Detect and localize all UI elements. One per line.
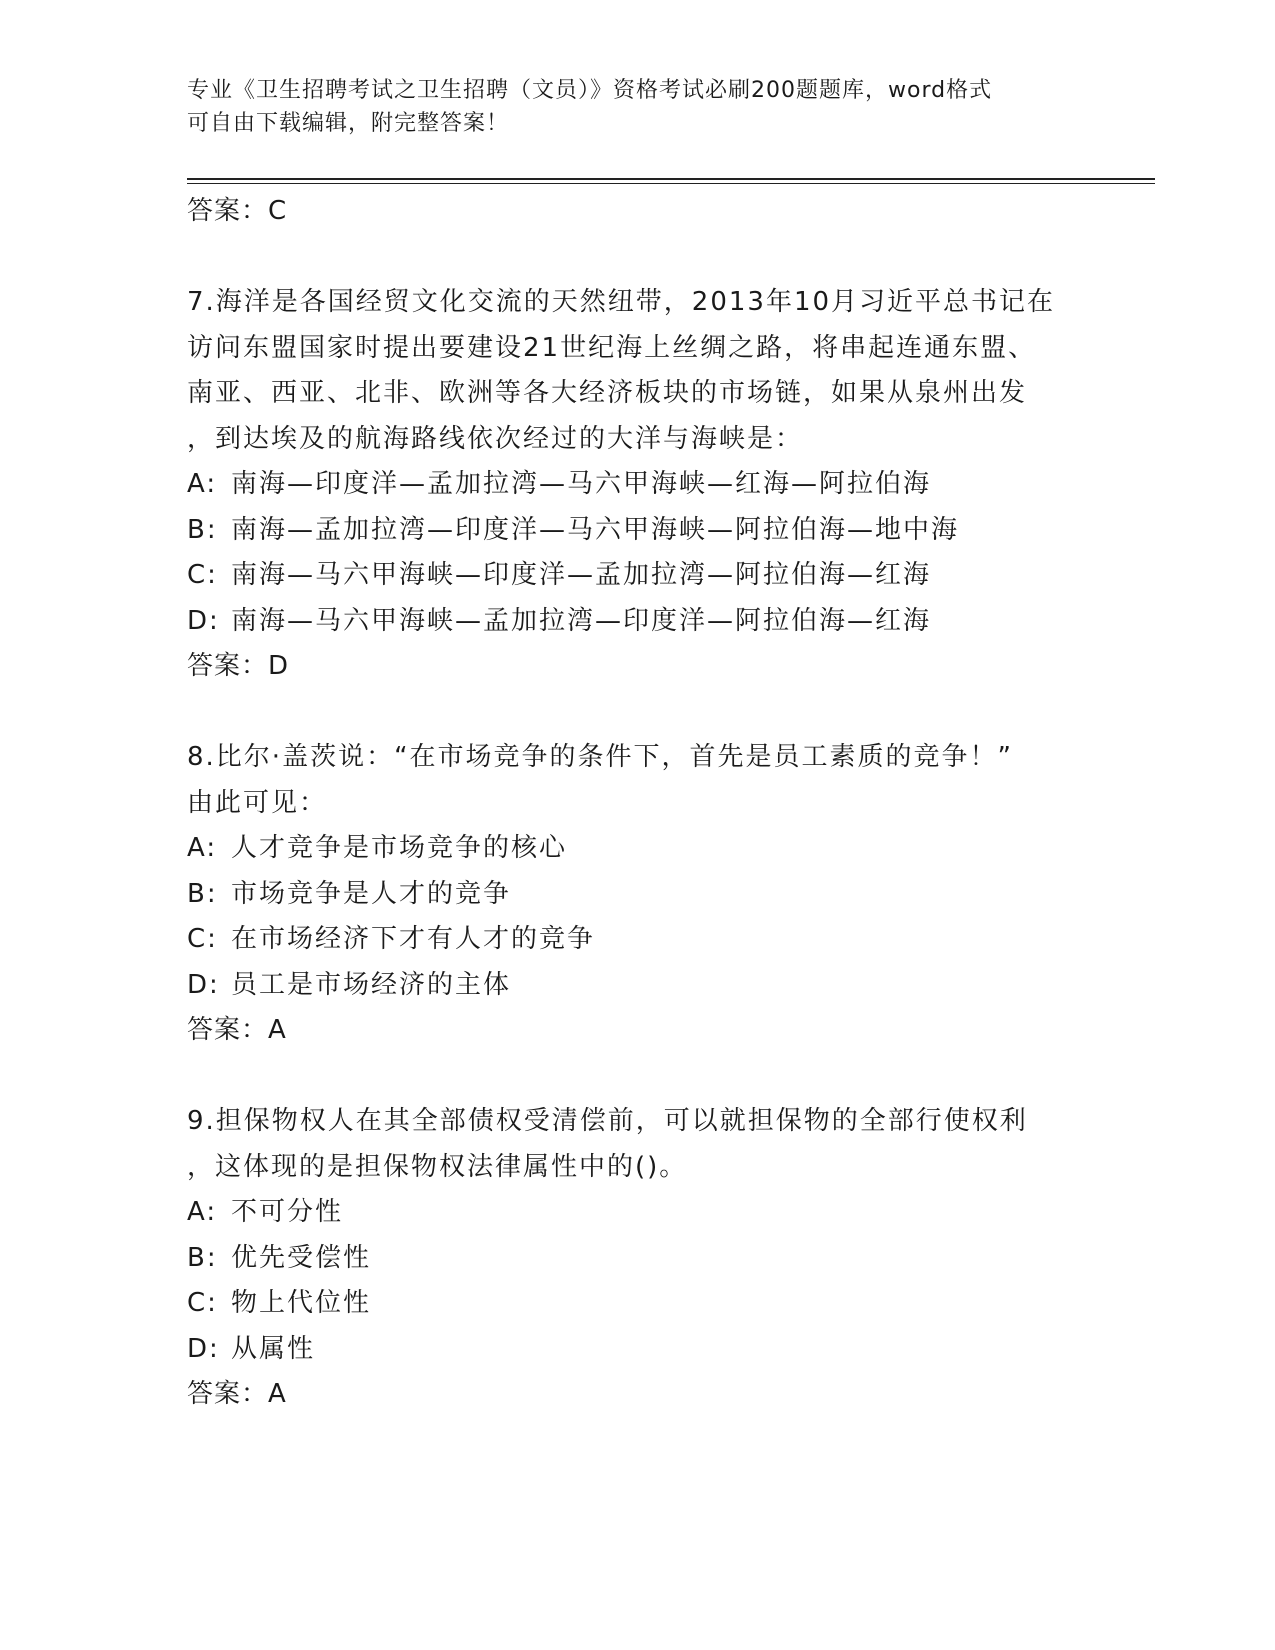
option-text: 南海—孟加拉湾—印度洋—马六甲海峡—阿拉伯海—地中海 (231, 514, 960, 545)
question-answer: 答案：A (187, 1379, 287, 1409)
option-text: 优先受偿性 (231, 1242, 372, 1273)
question-stem-line: 由此可见： (187, 787, 328, 818)
option-key: C: (187, 560, 218, 590)
question-stem-line: 7.海洋是各国经贸文化交流的天然纽带，2013年10月习近平总书记在 (187, 287, 1056, 317)
question-answer: 答案：D (187, 651, 290, 681)
option-b (187, 1236, 1107, 1282)
option-key: B: (187, 878, 218, 909)
header-divider-thin (187, 183, 1155, 184)
previous-answer: 答案：C (187, 196, 288, 226)
question-7 (187, 280, 1107, 690)
question-8 (187, 735, 1107, 1054)
option-b (187, 508, 1107, 554)
question-stem-line: 访问东盟国家时提出要建设21世纪海上丝绸之路，将串起连通东盟、 (187, 332, 1037, 363)
question-9 (187, 1099, 1107, 1418)
option-text: 南海—马六甲海峡—印度洋—孟加拉湾—阿拉伯海—红海 (231, 560, 932, 590)
option-a (187, 462, 1107, 508)
option-text: 南海—印度洋—孟加拉湾—马六甲海峡—红海—阿拉伯海 (231, 469, 932, 499)
option-text: 不可分性 (231, 1197, 344, 1227)
spacer (187, 690, 1107, 736)
option-key: D: (187, 969, 220, 1000)
option-d (187, 963, 1107, 1009)
option-text: 在市场经济下才有人才的竞争 (231, 924, 596, 954)
question-stem-line: ，这体现的是担保物权法律属性中的()。 (187, 1151, 688, 1182)
option-key: A: (187, 1197, 218, 1227)
question-answer: 答案：A (187, 1015, 287, 1045)
option-text: 市场竞争是人才的竞争 (231, 878, 512, 909)
question-stem-line: ，到达埃及的航海路线依次经过的大洋与海峡是： (187, 423, 804, 454)
option-key: C: (187, 924, 218, 954)
question-stem-line: 南亚、西亚、北非、欧洲等各大经济板块的市场链，如果从泉州出发 (187, 378, 1028, 408)
header-line-2: 可自由下载编辑，附完整答案！ (187, 111, 510, 136)
option-c (187, 917, 1107, 963)
option-key: A: (187, 469, 218, 499)
option-key: B: (187, 1242, 218, 1273)
option-text: 员工是市场经济的主体 (231, 969, 512, 1000)
page-header (187, 74, 1067, 140)
option-b (187, 872, 1107, 918)
option-a (187, 826, 1107, 872)
question-content (187, 189, 1107, 1418)
spacer (187, 1054, 1107, 1100)
option-d (187, 599, 1107, 645)
option-a (187, 1190, 1107, 1236)
option-c (187, 1281, 1107, 1327)
option-d (187, 1327, 1107, 1373)
option-key: D: (187, 605, 220, 636)
question-stem-line: 9.担保物权人在其全部债权受清偿前，可以就担保物的全部行使权利 (187, 1106, 1028, 1136)
question-stem-line: 8.比尔·盖茨说：“在市场竞争的条件下，首先是员工素质的竞争！” (187, 742, 1014, 772)
option-text: 南海—马六甲海峡—孟加拉湾—印度洋—阿拉伯海—红海 (231, 605, 932, 636)
option-text: 从属性 (231, 1333, 316, 1364)
option-key: B: (187, 514, 218, 545)
option-text: 人才竞争是市场竞争的核心 (231, 833, 568, 863)
option-key: A: (187, 833, 218, 863)
header-divider-thick (187, 178, 1155, 180)
spacer (187, 235, 1107, 281)
option-c (187, 553, 1107, 599)
option-key: C: (187, 1288, 218, 1318)
option-text: 物上代位性 (231, 1288, 372, 1318)
option-key: D: (187, 1333, 220, 1364)
header-line-1: 专业《卫生招聘考试之卫生招聘（文员）》资格考试必刷200题题库，word格式 (187, 78, 993, 103)
